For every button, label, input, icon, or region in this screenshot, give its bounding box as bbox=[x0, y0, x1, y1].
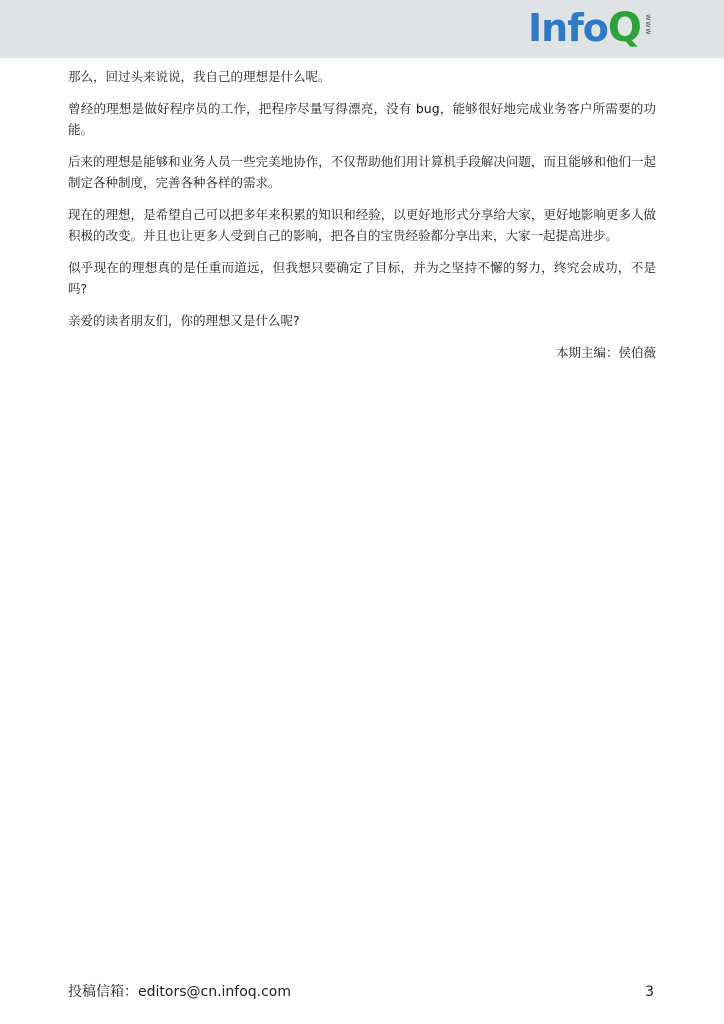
paragraph: 现在的理想，是希望自己可以把多年来积累的知识和经验，以更好地形式分享给大家，更好地影响更多人做积极的改变。并且也让更多人受到自己的影响，把各自的宝贵经验都分享出来，大家一起提高进步。 bbox=[68, 207, 656, 243]
logo-subtext: www bbox=[643, 14, 653, 36]
paragraph: 似乎现在的理想真的是任重而道远，但我想只要确定了目标，并为之坚持不懈的努力，终究会成功，不是吗? bbox=[68, 260, 656, 296]
paragraph: 亲爱的读者朋友们，你的理想又是什么呢? bbox=[68, 313, 300, 328]
page-header bbox=[0, 0, 724, 58]
editor-signature: 本期主编：侯伯薇 bbox=[555, 345, 656, 360]
article-body bbox=[68, 66, 656, 363]
page-number: 3 bbox=[645, 984, 654, 1000]
logo-text: Info bbox=[528, 6, 608, 50]
paragraph: 那么，回过头来说说，我自己的理想是什么呢。 bbox=[68, 69, 331, 84]
footer-contact: 投稿信箱：editors@cn.infoq.com bbox=[68, 984, 292, 1000]
infoq-logo bbox=[528, 4, 653, 52]
logo-q-mark: Q bbox=[607, 5, 642, 51]
paragraph: 后来的理想是能够和业务人员一些完美地协作，不仅帮助他们用计算机手段解决问题，而且能够和他们一起制定各种制度，完善各种各样的需求。 bbox=[68, 154, 656, 190]
paragraph: 曾经的理想是做好程序员的工作，把程序尽量写得漂亮，没有 bug，能够很好地完成业务客户所需要的功能。 bbox=[68, 101, 656, 137]
